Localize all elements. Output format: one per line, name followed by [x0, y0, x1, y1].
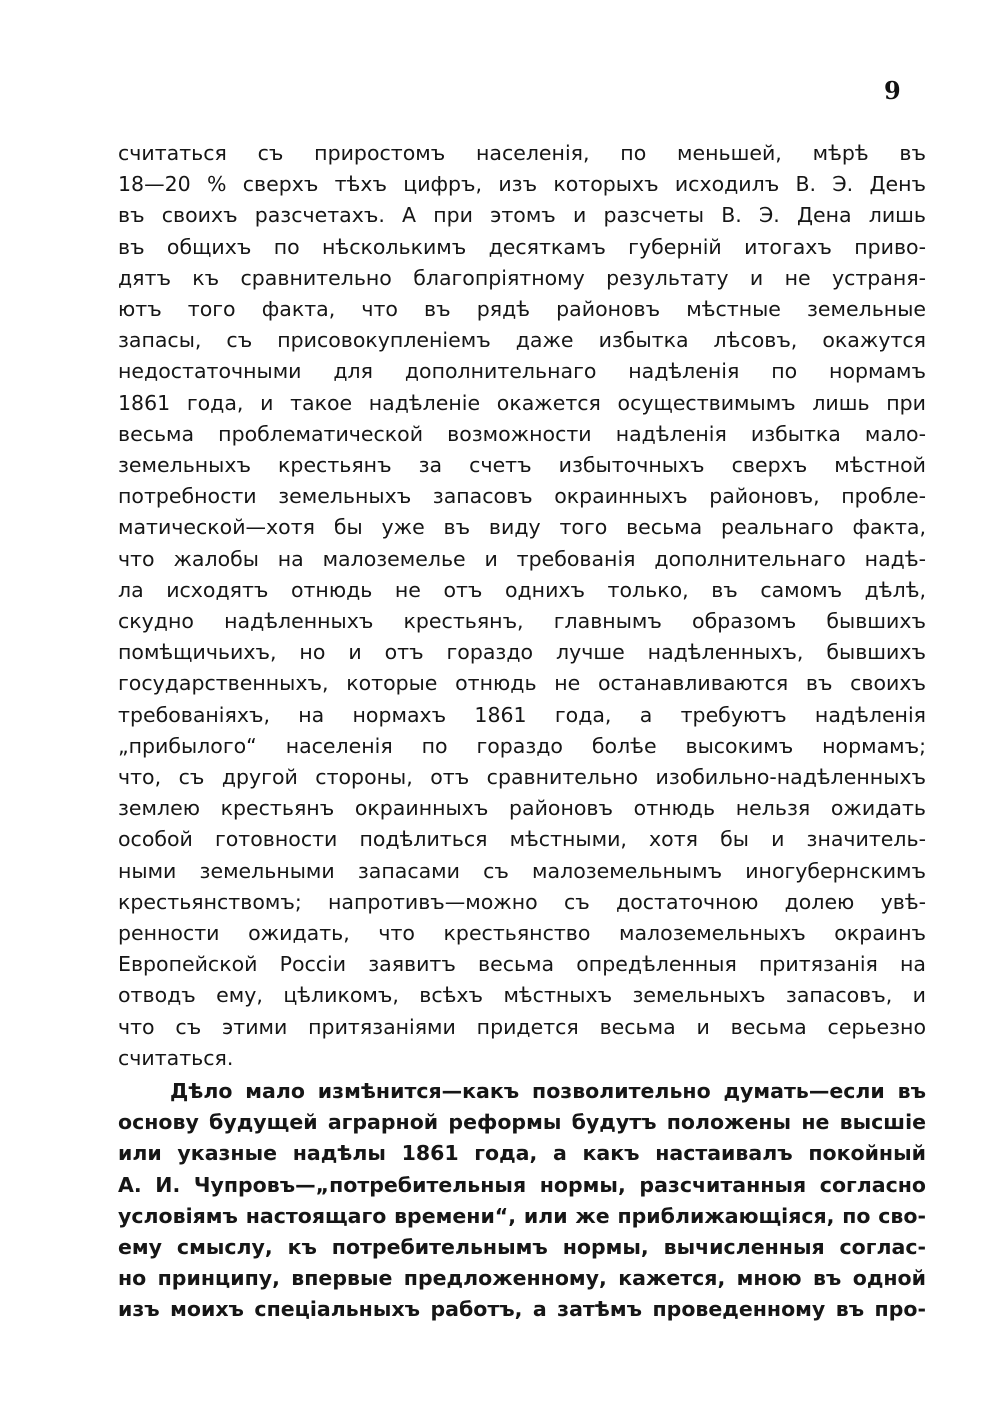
- text-line: ренности ожидать, что крестьянство малоземельныхъ окраинъ: [118, 921, 926, 946]
- text-line: государственныхъ, которые отнюдь не останавливаются въ своихъ: [118, 671, 926, 696]
- text-line: крестьянствомъ; напротивъ—можно съ достаточною долею увѣ-: [118, 889, 926, 914]
- paragraph-1: [118, 138, 926, 1074]
- text-line: земельныхъ крестьянъ за счетъ избыточныхъ сверхъ мѣстной: [118, 453, 926, 478]
- text-line: Дѣло мало измѣнится—какъ позволительно думать—если въ: [170, 1079, 926, 1103]
- text-line: ему смыслу, къ потребительнымъ нормы, вычисленныя соглас-: [118, 1235, 926, 1260]
- text-line: но принципу, впервые предложенному, кажется, мною въ одной: [118, 1266, 926, 1291]
- paragraph-2: [118, 1076, 926, 1326]
- text-line: ла исходятъ отнюдь не отъ однихъ только, въ самомъ дѣлѣ,: [118, 577, 926, 602]
- text-line: отводъ ему, цѣликомъ, всѣхъ мѣстныхъ земельныхъ запасовъ, и: [118, 983, 926, 1008]
- text-line: землею крестьянъ окраинныхъ районовъ отнюдь нельзя ожидать: [118, 796, 926, 821]
- text-line: „прибылого“ населенія по гораздо болѣе высокимъ нормамъ;: [118, 733, 926, 758]
- text-line: условіямъ настоящаго времени“, или же приближающіяся, по сво-: [118, 1203, 926, 1228]
- text-line: ными земельными запасами съ малоземельнымъ иногубернскимъ: [118, 858, 926, 883]
- page-number: 9: [884, 76, 901, 105]
- text-line: изъ моихъ спеціальныхъ работъ, а затѣмъ проведенному въ про-: [118, 1297, 926, 1322]
- text-line: недостаточными для дополнительнаго надѣленія по нормамъ: [118, 359, 926, 384]
- text-line: скудно надѣленныхъ крестьянъ, главнымъ образомъ бывшихъ: [118, 609, 926, 634]
- text-line: матической—хотя бы уже въ виду того весьма реальнаго факта,: [118, 515, 926, 540]
- text-line: считаться.: [118, 1045, 234, 1070]
- text-line: основу будущей аграрной реформы будутъ положены не высшіе: [118, 1110, 926, 1135]
- text-line: или указные надѣлы 1861 года, а какъ настаивалъ покойный: [118, 1141, 926, 1166]
- text-line: Европейской Россіи заявитъ весьма опредѣленныя притязанія на: [118, 952, 926, 977]
- text-line: что съ этими притязаніями придется весьма и весьма серьезно: [118, 1014, 926, 1039]
- text-line: 1861 года, и такое надѣленіе окажется осуществимымъ лишь при: [118, 390, 926, 415]
- text-line: 18—20 % сверхъ тѣхъ цифръ, изъ которыхъ исходилъ В. Э. Денъ: [118, 172, 926, 197]
- text-line: дятъ къ сравнительно благопріятному результату и не устраня-: [118, 265, 926, 290]
- text-line: что, съ другой стороны, отъ сравнительно изобильно-надѣленныхъ: [118, 765, 926, 790]
- text-line: потребности земельныхъ запасовъ окраинныхъ районовъ, пробле-: [118, 484, 926, 509]
- text-line: весьма проблематической возможности надѣленія избытка мало-: [118, 421, 926, 446]
- text-line: запасы, съ присовокупленіемъ даже избытка лѣсовъ, окажутся: [118, 328, 926, 353]
- text-line: считаться съ приростомъ населенія, по меньшей, мѣрѣ въ: [118, 141, 926, 165]
- text-line: особой готовности подѣлиться мѣстными, хотя бы и значитель-: [118, 827, 926, 852]
- text-line: помѣщичьихъ, но и отъ гораздо лучше надѣленныхъ, бывшихъ: [118, 640, 926, 665]
- text-line: въ своихъ разсчетахъ. А при этомъ и разсчеты В. Э. Дена лишь: [118, 203, 926, 228]
- text-line: ютъ того факта, что въ рядѣ районовъ мѣстные земельные: [118, 297, 926, 322]
- text-line: въ общихъ по нѣсколькимъ десяткамъ губерній итогахъ приво-: [118, 234, 926, 259]
- text-line: что жалобы на малоземелье и требованія дополнительнаго надѣ-: [118, 546, 926, 571]
- text-line: требованіяхъ, на нормахъ 1861 года, а требуютъ надѣленія: [118, 702, 926, 727]
- text-line: А. И. Чупровъ—„потребительныя нормы, разсчитанныя согласно: [118, 1172, 926, 1197]
